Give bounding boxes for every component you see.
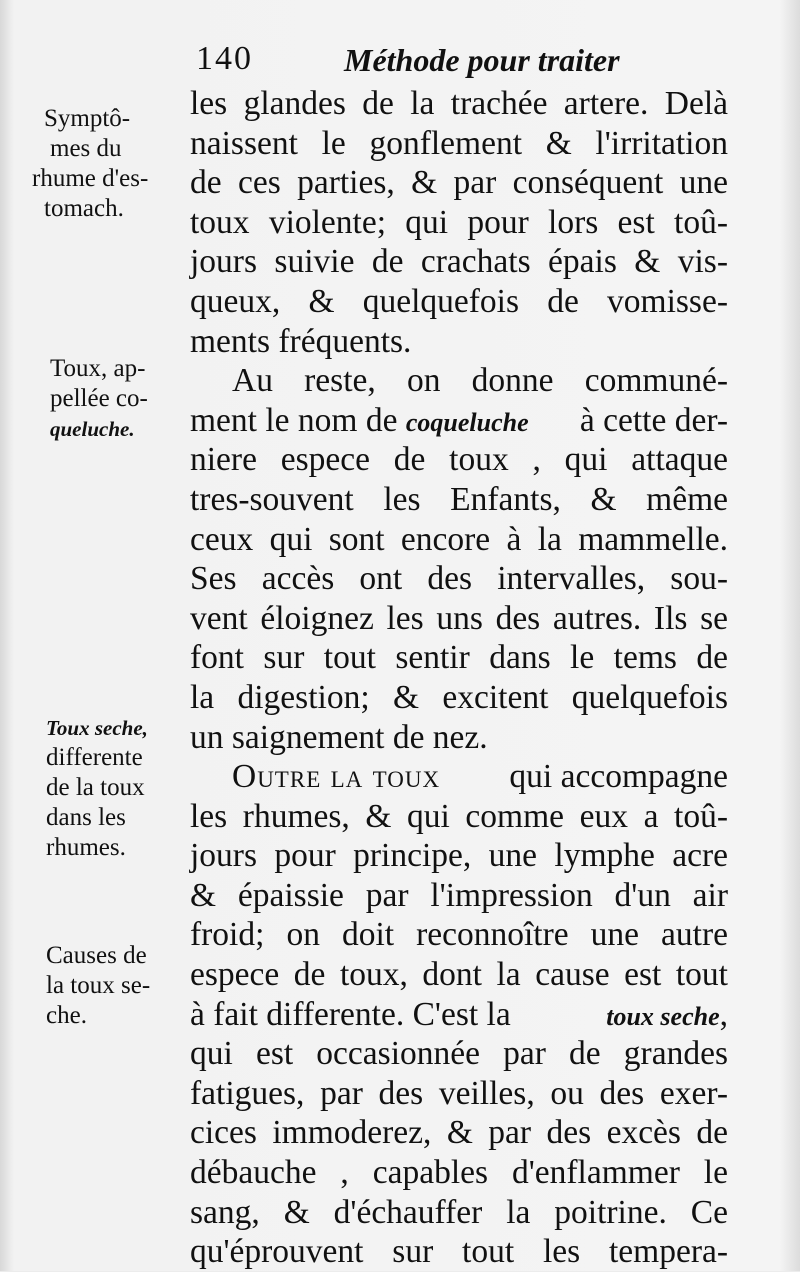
text-line: jours pour principe, une lymphe acre (190, 837, 728, 875)
text-line: qui est occasionnée par de grandes (190, 1035, 728, 1073)
margin-line: differente (46, 744, 143, 771)
text-line: tres-souvent les Enfants, & même (190, 480, 728, 518)
margin-line: Causes de (46, 942, 147, 969)
small-caps-opening: Outre la toux (232, 758, 441, 796)
margin-note-toux-seche (46, 713, 176, 863)
margin-line: rhumes. (46, 834, 126, 861)
margin-line: Toux, ap- (50, 355, 146, 382)
text-line: les glandes de la trachée artere. Delà (190, 85, 728, 122)
margin-line: queluche. (50, 417, 135, 441)
text-line: queux, & quelquefois de vomisse- (190, 282, 728, 320)
text-line: niere espece de toux , qui attaque (190, 441, 728, 479)
text-line: Au reste, on donne communé- (232, 362, 728, 400)
text-line: espece de toux, dont la cause est tout (190, 956, 728, 994)
text-line: débauche , capables d'enflammer le (190, 1154, 728, 1192)
running-head: Méthode pour traiter (344, 42, 620, 78)
text-line: sang, & d'échauffer la poitrine. Ce (190, 1193, 728, 1231)
main-text (190, 84, 728, 1272)
margin-note-coqueluche (50, 354, 180, 444)
term-toux-seche: toux seche (606, 1001, 720, 1031)
text-line: froid; on doit reconnoître une autre (190, 916, 728, 954)
text-line: les rhumes, & qui comme eux a toû- (190, 797, 728, 835)
term-coqueluche: coqueluche (405, 407, 529, 437)
margin-line: Symptô- (44, 105, 131, 132)
margin-line: de la toux (46, 774, 145, 801)
text-line: fatigues, par des veilles, ou des exer- (190, 1074, 728, 1112)
margin-line: pellée co- (50, 385, 148, 412)
text-line: Outre la toux qui accompagne (232, 758, 728, 796)
text-line: de ces parties, & par conséquent une (190, 164, 728, 202)
page-header (196, 40, 726, 84)
margin-note-causes (46, 941, 176, 1031)
text-line: ceux qui sont encore à la mammelle. (190, 520, 728, 558)
margin-line: rhume d'es- (32, 165, 149, 192)
margin-line: tomach. (44, 195, 124, 222)
margin-line: mes du (50, 135, 122, 162)
text-line: qu'éprouvent sur tout les tempera- (190, 1233, 728, 1271)
text-line: à fait differente. C'est la toux seche, (190, 995, 728, 1033)
text-line: cices immoderez, & par des excès de (190, 1114, 728, 1152)
text-line: la digestion; & excitent quelquefois (190, 678, 728, 716)
margin-line: la toux se- (46, 972, 151, 999)
text-line: naissent le gonflement & l'irritation (190, 124, 728, 162)
text-line: un saignement de nez. (190, 718, 488, 756)
margin-line: Toux seche, (46, 716, 148, 740)
text-line: ment le nom de coqueluche à cette der- (190, 401, 728, 439)
text-line: ments fréquents. (190, 322, 412, 360)
margin-line: dans les (46, 804, 126, 831)
text-line: toux violente; qui pour lors est toû- (190, 203, 728, 241)
page-number: 140 (196, 40, 253, 77)
margin-note-symptomes (32, 104, 174, 224)
text-line: jours suivie de crachats épais & vis- (190, 243, 728, 281)
text-line: Ses accès ont des intervalles, sou- (190, 560, 728, 598)
margin-line: che. (46, 1002, 87, 1029)
text-line: font sur tout sentir dans le tems de (190, 639, 728, 677)
text-line: vent éloignez les uns des autres. Ils se (190, 599, 728, 637)
text-line: & épaissie par l'impression d'un air (190, 876, 728, 914)
